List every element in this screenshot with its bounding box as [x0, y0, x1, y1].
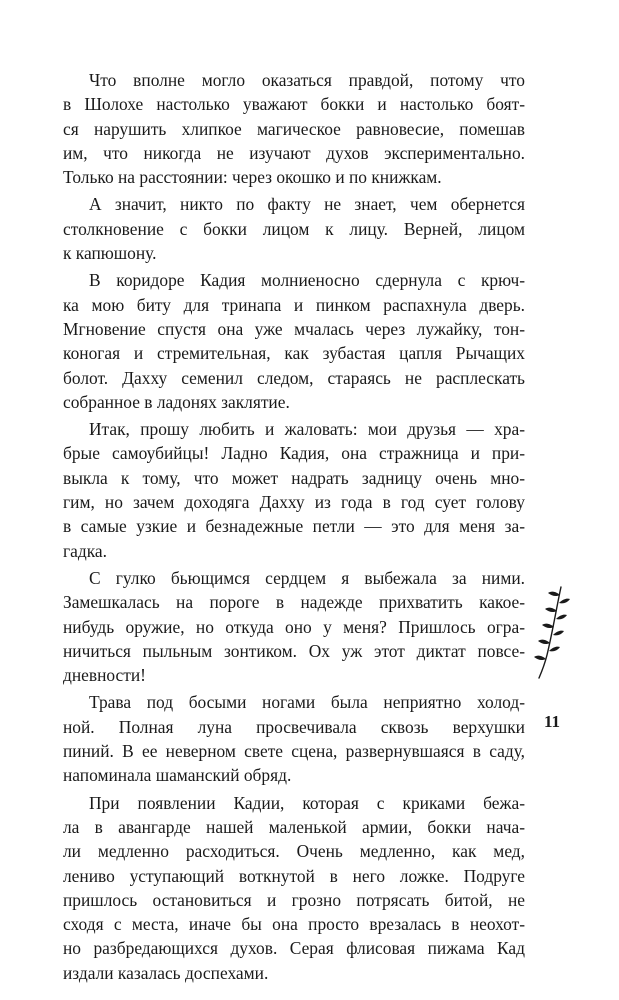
text-line: выкла к тому, что может надрать задницу очень мно-	[63, 467, 525, 488]
text-line: С гулко бьющимся сердцем я выбежала за ними.	[89, 567, 525, 588]
text-line: гим, но зачем доходяга Дахху из года в год сует голову	[63, 492, 525, 513]
text-line: к капюшону.	[63, 243, 157, 264]
paragraph	[63, 566, 525, 687]
text-line: Мгновение спустя она уже мчалась через лужайку, тон-	[63, 318, 525, 339]
text-line: нибудь оружие, но откуда оно у меня? Пришлось огра-	[63, 616, 525, 637]
text-line: ся нарушить хлипкое магическое равновесие, помешав	[63, 118, 525, 139]
page-number: 11	[543, 712, 561, 731]
text-line: лениво уступающий воткнутой в него ложке. Подруге	[63, 865, 525, 886]
text-line: Только на расстоянии: через окошко и по книжкам.	[63, 167, 442, 188]
paragraph	[63, 192, 525, 265]
text-line: болот. Дахху семенил следом, стараясь не расплескать	[63, 367, 525, 388]
text-line: напоминала шаманский обряд.	[63, 765, 292, 786]
text-line: В коридоре Кадия молниеносно сдернула с крюч-	[89, 270, 525, 291]
text-line: ка мою биту для тринапа и пинком распахнула дверь.	[63, 294, 525, 315]
text-line: издали казалась доспехами.	[63, 962, 269, 983]
text-line: ничиться пыльным зонтиком. Ох уж этот диктат повсе-	[63, 640, 525, 661]
paragraph	[63, 268, 525, 414]
paragraph	[63, 791, 525, 985]
text-line: им, что никогда не изучают духов экспериментально.	[63, 142, 525, 163]
leafy-branch-icon	[527, 585, 573, 680]
text-line: ли медленно расходиться. Очень медленно, как мед,	[63, 841, 525, 862]
text-line: Итак, прошу любить и жаловать: мои друзья — хра-	[89, 419, 525, 440]
text-line: При появлении Кадии, которая с криками бежа-	[89, 792, 525, 813]
text-line: ной. Полная луна просвечивала сквозь верхушки	[63, 716, 525, 737]
text-line: ла в авангарде нашей маленькой армии, бокки нача-	[63, 816, 525, 837]
text-line: брые самоубийцы! Ладно Кадия, она стражница и при-	[63, 443, 525, 464]
text-line: сходя с места, иначе бы она просто врезалась в неохот-	[63, 914, 525, 935]
text-line: гадка.	[63, 540, 107, 561]
text-line: собранное в ладонях заклятие.	[63, 391, 290, 412]
text-line: пиний. В ее неверном свете сцена, развернувшаяся в саду,	[63, 741, 525, 762]
text-line: Что вполне могло оказаться правдой, потому что	[89, 70, 525, 90]
text-line: Замешкалась на пороге в надежде прихватить какое-	[63, 592, 525, 613]
text-line: Трава под босыми ногами была неприятно холод-	[89, 692, 525, 713]
text-line: пришлось остановиться и грозно потрясать битой, не	[63, 889, 525, 910]
text-line: столкновение с бокки лицом к лицу. Верней, лицом	[63, 218, 525, 239]
paragraph	[63, 68, 525, 189]
text-line: дневности!	[63, 665, 146, 686]
text-line: в самые узкие и безнадежные петли — это для меня за-	[63, 516, 525, 537]
body-text	[63, 68, 525, 988]
paragraph	[63, 417, 525, 563]
text-line: но разбредающихся духов. Серая флисовая пижама Кад	[63, 938, 525, 959]
text-line: А значит, никто по факту не знает, чем обернется	[89, 194, 525, 215]
text-line: коногая и стремительная, как зубастая цапля Рычащих	[63, 343, 525, 364]
text-line: в Шолохе настолько уважают бокки и настолько боят-	[63, 94, 525, 115]
paragraph	[63, 690, 525, 787]
